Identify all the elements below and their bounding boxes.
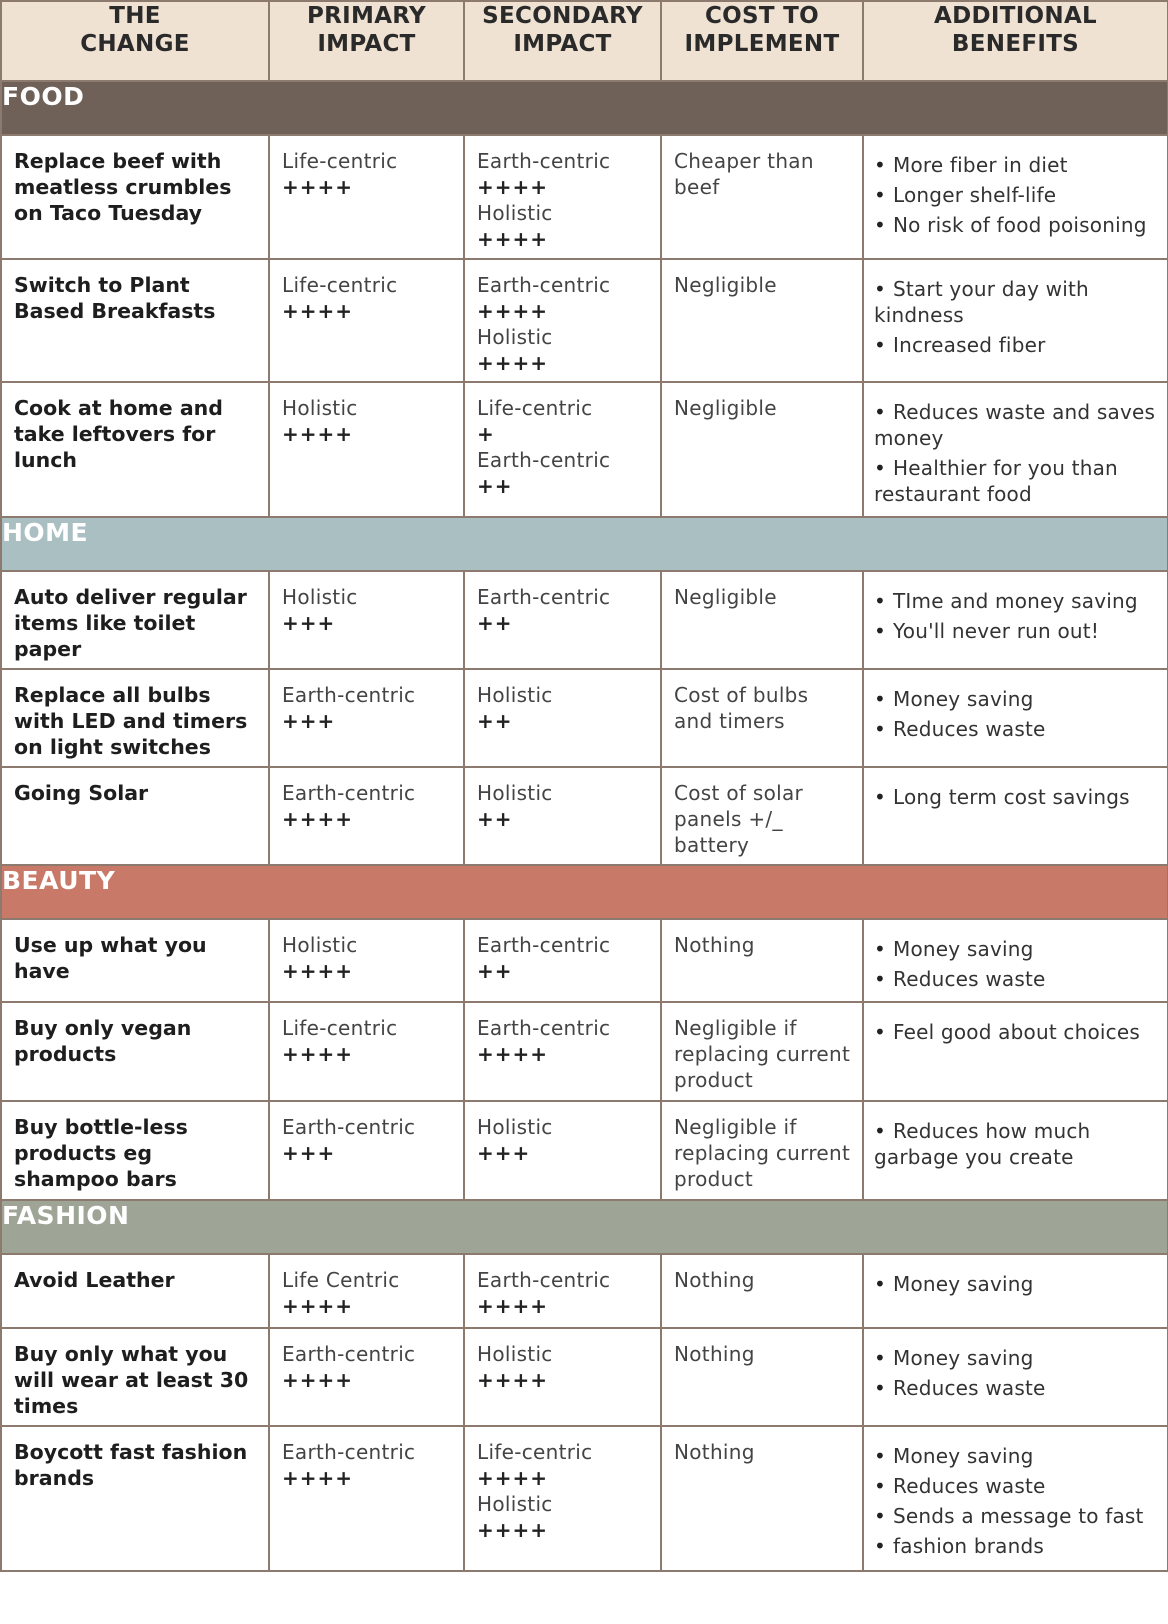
- impact-rating: ++++: [282, 175, 354, 199]
- header-line: IMPLEMENT: [684, 31, 840, 57]
- benefits-list: [864, 136, 1167, 238]
- impact-rating: ++++: [282, 807, 354, 831]
- change-cell: [1, 1101, 269, 1200]
- impact-label: Earth-centric: [477, 1268, 611, 1292]
- benefit-item: • Reduces waste: [874, 966, 1159, 992]
- benefits-cell: [863, 571, 1168, 669]
- cost-text: Negligible: [674, 585, 777, 609]
- change-text: Switch to Plant Based Breakfasts: [14, 273, 216, 323]
- impact-label: Holistic: [477, 1492, 553, 1516]
- change-cell: [1, 669, 269, 767]
- impact-rating: ++++: [477, 351, 549, 375]
- section-row-fashion: [1, 1200, 1168, 1254]
- change-text: Auto deliver regular items like toilet paper: [14, 585, 247, 661]
- benefit-item: • Longer shelf-life: [874, 182, 1159, 208]
- primary-impact-cell: [269, 135, 464, 259]
- impact-label: Earth-centric: [282, 1342, 416, 1366]
- benefit-item: • Reduces waste: [874, 1473, 1159, 1499]
- benefits-cell: [863, 259, 1168, 382]
- impact-label: Earth-centric: [477, 1016, 611, 1040]
- impact-rating: ++++: [477, 299, 549, 323]
- benefit-item: • More fiber in diet: [874, 152, 1159, 178]
- secondary-impact-cell-content: [465, 383, 660, 499]
- header-line: SECONDARY: [482, 3, 643, 29]
- impact-label: Life-centric: [477, 1440, 593, 1464]
- header-line: BENEFITS: [951, 31, 1080, 57]
- table-body: [1, 81, 1168, 1571]
- impact-rating: ++++: [477, 227, 549, 251]
- section-title: FOOD: [1, 81, 1168, 135]
- cost-text: Negligible: [674, 396, 777, 420]
- change-text: Avoid Leather: [14, 1268, 175, 1292]
- benefits-list: [864, 1329, 1167, 1401]
- table-row: [1, 135, 1168, 259]
- primary-impact-cell-content: [270, 260, 463, 324]
- benefit-item: • Healthier for you than restaurant food: [874, 455, 1159, 507]
- table-row: [1, 919, 1168, 1002]
- benefits-cell: [863, 382, 1168, 517]
- header-line: PRIMARY: [306, 3, 427, 29]
- benefit-item: • Money saving: [874, 686, 1159, 712]
- header-line: ADDITIONAL: [933, 3, 1098, 29]
- impact-rating: ++: [477, 474, 513, 498]
- benefits-cell: [863, 767, 1168, 865]
- table-row: [1, 259, 1168, 382]
- primary-impact-cell: [269, 919, 464, 1002]
- change-cell: [1, 259, 269, 382]
- change-cell: [1, 767, 269, 865]
- impact-label: Earth-centric: [477, 933, 611, 957]
- cost-cell: [661, 669, 863, 767]
- primary-impact-cell: [269, 1002, 464, 1101]
- benefit-item: • TIme and money saving: [874, 588, 1159, 614]
- benefits-list: [864, 383, 1167, 507]
- cost-cell: [661, 1328, 863, 1426]
- primary-impact-cell: [269, 382, 464, 517]
- secondary-impact-cell: [464, 669, 661, 767]
- secondary-impact-cell: [464, 1254, 661, 1328]
- secondary-impact-cell-content: [465, 136, 660, 252]
- primary-impact-cell: [269, 259, 464, 382]
- table-row: [1, 669, 1168, 767]
- impact-rating: ++++: [477, 1368, 549, 1392]
- benefits-cell: [863, 1002, 1168, 1101]
- benefit-item: • You'll never run out!: [874, 618, 1159, 644]
- impact-rating: +++: [282, 709, 336, 733]
- impact-rating: ++++: [282, 1294, 354, 1318]
- benefits-list: [864, 1427, 1167, 1559]
- impact-label: Life-centric: [282, 273, 398, 297]
- impact-label: Earth-centric: [477, 448, 611, 472]
- impact-label: Holistic: [477, 325, 553, 349]
- benefit-item: • No risk of food poisoning: [874, 212, 1159, 238]
- secondary-impact-cell: [464, 259, 661, 382]
- impact-rating: ++++: [477, 175, 549, 199]
- primary-impact-cell: [269, 571, 464, 669]
- impact-rating: ++++: [477, 1294, 549, 1318]
- secondary-impact-cell-content: [465, 260, 660, 376]
- impact-label: Earth-centric: [282, 1440, 416, 1464]
- change-cell: [1, 135, 269, 259]
- change-cell: [1, 1426, 269, 1571]
- benefits-cell: [863, 1426, 1168, 1571]
- impact-label: Holistic: [477, 781, 553, 805]
- benefits-list: [864, 1003, 1167, 1045]
- benefits-cell: [863, 1254, 1168, 1328]
- table-row: [1, 1101, 1168, 1200]
- primary-impact-cell: [269, 1328, 464, 1426]
- cost-text: Nothing: [674, 1268, 755, 1292]
- secondary-impact-cell: [464, 382, 661, 517]
- header-additional-benefits: [863, 1, 1168, 81]
- benefit-item: • Money saving: [874, 936, 1159, 962]
- impact-label: Life-centric: [282, 149, 398, 173]
- secondary-impact-cell: [464, 1101, 661, 1200]
- secondary-impact-cell: [464, 919, 661, 1002]
- benefits-list: [864, 260, 1167, 358]
- primary-impact-cell-content: [270, 383, 463, 447]
- benefit-item: • Feel good about choices: [874, 1019, 1159, 1045]
- impact-label: Earth-centric: [282, 1115, 416, 1139]
- benefits-cell: [863, 1328, 1168, 1426]
- primary-impact-cell-content: [270, 1427, 463, 1491]
- table-row: [1, 767, 1168, 865]
- primary-impact-cell-content: [270, 1003, 463, 1067]
- impact-rating: ++: [477, 611, 513, 635]
- secondary-impact-cell-content: [465, 1329, 660, 1393]
- secondary-impact-cell-content: [465, 1427, 660, 1543]
- primary-impact-cell: [269, 767, 464, 865]
- change-text: Use up what you have: [14, 933, 207, 983]
- table-row: [1, 571, 1168, 669]
- header-the-change: [1, 1, 269, 81]
- benefits-list: [864, 920, 1167, 992]
- primary-impact-cell-content: [270, 920, 463, 984]
- benefits-list: [864, 768, 1167, 810]
- benefit-item: • Long term cost savings: [874, 784, 1159, 810]
- impact-label: Earth-centric: [282, 781, 416, 805]
- impact-label: Life-centric: [477, 396, 593, 420]
- impact-rating: ++++: [282, 959, 354, 983]
- benefits-list: [864, 670, 1167, 742]
- secondary-impact-cell-content: [465, 1255, 660, 1319]
- header-row: [1, 1, 1168, 81]
- benefit-item: • Money saving: [874, 1345, 1159, 1371]
- cost-cell: [661, 382, 863, 517]
- secondary-impact-cell-content: [465, 768, 660, 832]
- primary-impact-cell: [269, 669, 464, 767]
- cost-text: Negligible if replacing current product: [674, 1115, 851, 1191]
- cost-text: Nothing: [674, 933, 755, 957]
- table-row: [1, 1002, 1168, 1101]
- primary-impact-cell-content: [270, 136, 463, 200]
- change-cell: [1, 919, 269, 1002]
- impact-rating: +++: [477, 1141, 531, 1165]
- header-line: IMPACT: [317, 31, 416, 57]
- secondary-impact-cell: [464, 571, 661, 669]
- impact-rating: ++++: [282, 1466, 354, 1490]
- cost-cell: [661, 1101, 863, 1200]
- secondary-impact-cell: [464, 135, 661, 259]
- benefit-item: • Sends a message to fast: [874, 1503, 1159, 1529]
- impact-label: Holistic: [477, 683, 553, 707]
- change-text: Boycott fast fashion brands: [14, 1440, 248, 1490]
- benefit-item: • Money saving: [874, 1271, 1159, 1297]
- benefit-item: • fashion brands: [874, 1533, 1159, 1559]
- impact-rating: ++++: [282, 1042, 354, 1066]
- section-title: HOME: [1, 517, 1168, 571]
- cost-text: Nothing: [674, 1440, 755, 1464]
- benefit-item: • Reduces waste: [874, 716, 1159, 742]
- cost-cell: [661, 767, 863, 865]
- impact-label: Holistic: [477, 201, 553, 225]
- impact-label: Earth-centric: [477, 273, 611, 297]
- impact-label: Life Centric: [282, 1268, 400, 1292]
- cost-text: Nothing: [674, 1342, 755, 1366]
- cost-cell: [661, 1254, 863, 1328]
- section-title: BEAUTY: [1, 865, 1168, 919]
- benefit-item: • Reduces waste and saves money: [874, 399, 1159, 451]
- table-row: [1, 382, 1168, 517]
- change-text: Replace beef with meatless crumbles on Taco Tuesday: [14, 149, 232, 225]
- cost-cell: [661, 571, 863, 669]
- table-row: [1, 1254, 1168, 1328]
- benefits-cell: [863, 1101, 1168, 1200]
- primary-impact-cell: [269, 1254, 464, 1328]
- header-line: COST TO: [704, 3, 820, 29]
- primary-impact-cell-content: [270, 572, 463, 636]
- header-line: THE: [109, 3, 161, 29]
- impact-rating: ++++: [282, 422, 354, 446]
- cost-cell: [661, 259, 863, 382]
- impact-label: Holistic: [477, 1115, 553, 1139]
- section-row-home: [1, 517, 1168, 571]
- benefit-item: • Reduces waste: [874, 1375, 1159, 1401]
- header-cost-to-implement: [661, 1, 863, 81]
- impact-rating: +++: [282, 1141, 336, 1165]
- impact-rating: ++++: [282, 1368, 354, 1392]
- cost-cell: [661, 1002, 863, 1101]
- section-row-beauty: [1, 865, 1168, 919]
- change-text: Cook at home and take leftovers for lunch: [14, 396, 223, 472]
- impact-label: Earth-centric: [477, 585, 611, 609]
- impact-label: Holistic: [282, 933, 358, 957]
- cost-text: Cheaper than beef: [674, 149, 814, 199]
- change-cell: [1, 1328, 269, 1426]
- change-text: Going Solar: [14, 781, 149, 805]
- impact-rating: ++++: [477, 1042, 549, 1066]
- impact-rating: ++: [477, 807, 513, 831]
- change-text: Buy bottle-less products eg shampoo bars: [14, 1115, 188, 1191]
- impact-label: Earth-centric: [477, 149, 611, 173]
- change-cell: [1, 571, 269, 669]
- impact-rating: ++++: [477, 1518, 549, 1542]
- section-row-food: [1, 81, 1168, 135]
- impact-rating: ++++: [282, 299, 354, 323]
- cost-text: Negligible if replacing current product: [674, 1016, 851, 1092]
- secondary-impact-cell: [464, 1426, 661, 1571]
- header-primary-impact: [269, 1, 464, 81]
- cost-text: Cost of solar panels +/_ battery: [674, 781, 804, 857]
- benefits-list: [864, 572, 1167, 644]
- primary-impact-cell-content: [270, 768, 463, 832]
- benefits-cell: [863, 919, 1168, 1002]
- impact-rating: ++++: [477, 1466, 549, 1490]
- cost-cell: [661, 135, 863, 259]
- benefit-item: • Increased fiber: [874, 332, 1159, 358]
- primary-impact-cell-content: [270, 1329, 463, 1393]
- secondary-impact-cell-content: [465, 1102, 660, 1166]
- impact-rating: +++: [282, 611, 336, 635]
- header-line: CHANGE: [80, 31, 190, 57]
- benefits-cell: [863, 669, 1168, 767]
- section-title: FASHION: [1, 1200, 1168, 1254]
- change-cell: [1, 382, 269, 517]
- primary-impact-cell: [269, 1101, 464, 1200]
- impact-label: Holistic: [282, 585, 358, 609]
- benefits-list: [864, 1102, 1167, 1170]
- change-cell: [1, 1002, 269, 1101]
- secondary-impact-cell: [464, 767, 661, 865]
- change-text: Buy only vegan products: [14, 1016, 192, 1066]
- change-text: Buy only what you will wear at least 30 times: [14, 1342, 249, 1418]
- benefit-item: • Money saving: [874, 1443, 1159, 1469]
- benefit-item: • Start your day with kindness: [874, 276, 1159, 328]
- change-text: Replace all bulbs with LED and timers on light switches: [14, 683, 248, 759]
- header-line: IMPACT: [513, 31, 612, 57]
- cost-text: Negligible: [674, 273, 777, 297]
- primary-impact-cell-content: [270, 1102, 463, 1166]
- benefits-cell: [863, 135, 1168, 259]
- table-row: [1, 1426, 1168, 1571]
- cost-cell: [661, 1426, 863, 1571]
- secondary-impact-cell-content: [465, 920, 660, 984]
- impact-rating: +: [477, 422, 495, 446]
- cost-text: Cost of bulbs and timers: [674, 683, 809, 733]
- cost-cell: [661, 919, 863, 1002]
- benefit-item: • Reduces how much garbage you create: [874, 1118, 1159, 1170]
- header-secondary-impact: [464, 1, 661, 81]
- impact-label: Life-centric: [282, 1016, 398, 1040]
- change-cell: [1, 1254, 269, 1328]
- primary-impact-cell: [269, 1426, 464, 1571]
- table-header: [1, 1, 1168, 81]
- impact-label: Holistic: [477, 1342, 553, 1366]
- secondary-impact-cell-content: [465, 572, 660, 636]
- primary-impact-cell-content: [270, 670, 463, 734]
- impact-rating: ++: [477, 709, 513, 733]
- table-row: [1, 1328, 1168, 1426]
- secondary-impact-cell: [464, 1328, 661, 1426]
- impact-label: Holistic: [282, 396, 358, 420]
- primary-impact-cell-content: [270, 1255, 463, 1319]
- secondary-impact-cell-content: [465, 1003, 660, 1067]
- secondary-impact-cell-content: [465, 670, 660, 734]
- benefits-list: [864, 1255, 1167, 1297]
- impact-rating: ++: [477, 959, 513, 983]
- impact-label: Earth-centric: [282, 683, 416, 707]
- secondary-impact-cell: [464, 1002, 661, 1101]
